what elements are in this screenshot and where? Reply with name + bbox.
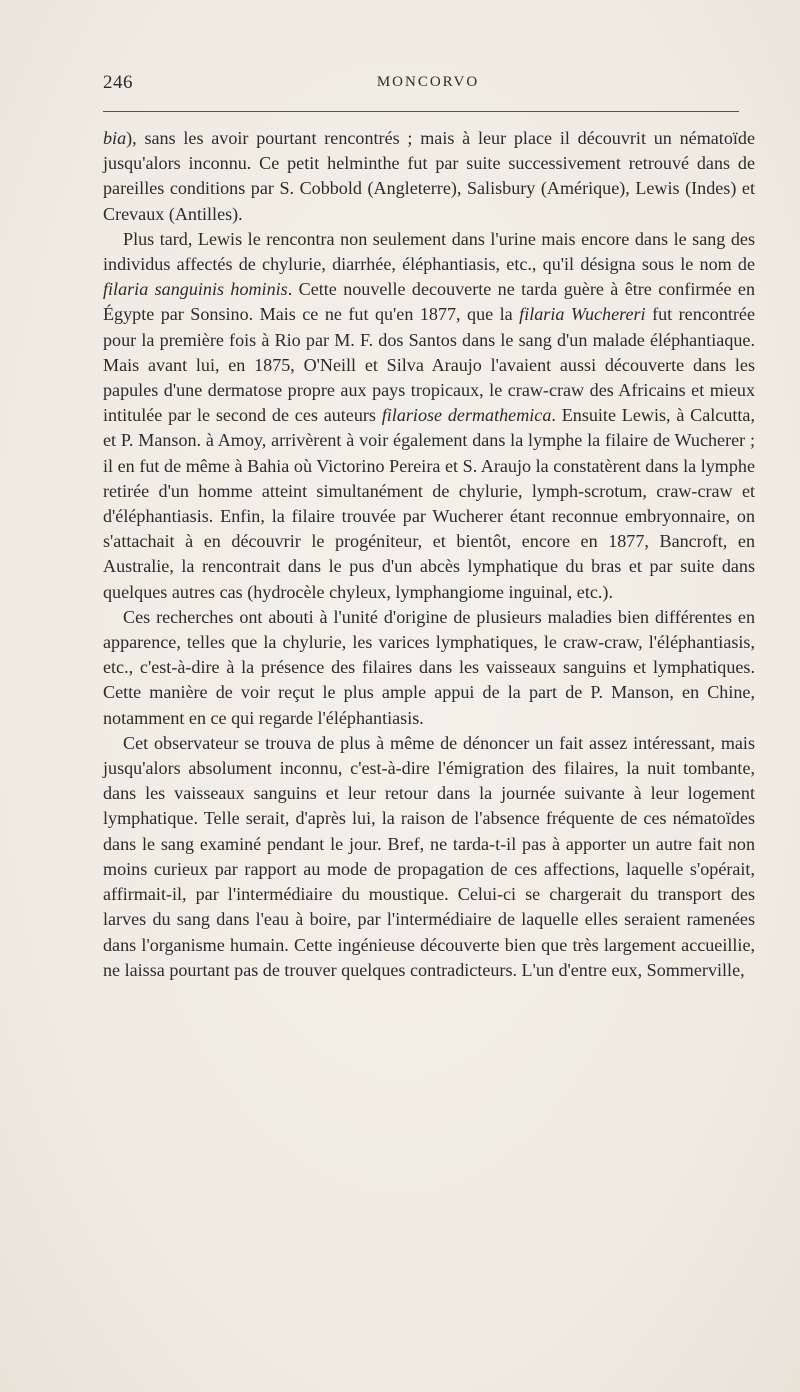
page-number: 246 — [103, 72, 133, 93]
paragraph-text: . Ensuite Lewis, à Calcutta, et P. Manson. à Amoy, arrivèrent à voir également dans la lymphe la filaire de Wucherer ; il en fut de même à Bahia où Victorino Pereira et S. Araujo la constatèrent dans la lymphe retirée d'un homme atteint simultanément de chylurie, lymph-scrotum, craw-craw et d'éléphantiasis. Enfin, la filaire trouvée par Wucherer étant reconnue embryonnaire, on s'attachait à en découvrir le progéniteur, et bientôt, encore en 1877, Bancroft, en Australie, la rencontrait dans le pus d'un abcès lymphatique du bras et par suite dans quelques autres cas (hydrocèle chyleux, lymphangiome inguinal, etc.). — [103, 405, 755, 602]
header-rule — [103, 111, 739, 112]
running-title: MONCORVO — [376, 74, 480, 90]
paragraph-4 — [103, 731, 755, 983]
paragraph-text: ), sans les avoir pourtant rencontrés ; mais à leur place il découvrit un nématoïde jusqu'alors inconnu. Ce petit helminthe fut par suite successivement retrouvé dans de pareilles conditions par S. Cobbold (Angleterre), Salisbury (Amérique), Lewis (Indes) et Crevaux (Antilles). — [103, 128, 755, 224]
page-header — [103, 72, 739, 102]
paragraph-3 — [103, 605, 755, 731]
disease-name-filariose: filariose dermathemica — [381, 405, 552, 426]
paragraph-2 — [103, 227, 755, 605]
paragraph-text: fut rencontrée pour la première fois à Rio par M. F. dos Santos dans le sang d'un malade éléphantiaque. Mais avant lui, en 1875, O'Neill et Silva Araujo l'avaient aussi découverte dans les papules d'une dermatose propre aux pays tropicaux, le craw-craw des Africains et mieux intitulée par le second de ces auteurs — [103, 304, 755, 426]
paragraph-text: Ces recherches ont abouti à l'unité d'origine de plusieurs maladies bien différentes en apparence, telles que la chylurie, les varices lymphatiques, le craw-craw, l'éléphantiasis, etc., c'est-à-dire à la présence des filaires dans les vaisseaux sanguins et lymphatiques. Cette manière de voir reçut le plus ample appui de la part de P. Manson, en Chine, notamment en ce qui regarde l'éléphantiasis. — [103, 606, 755, 728]
italic-fragment: bia — [103, 128, 127, 148]
paragraph-1 — [103, 126, 755, 227]
body-text — [103, 126, 755, 983]
paragraph-text: Cet observateur se trouva de plus à même de dénoncer un fait assez intéressant, mais jusqu'alors absolument inconnu, c'est-à-dire l'émigration des filaires, la nuit tombante, dans les vaisseaux sanguins et leur retour dans la journée suivante à leur logement lymphatique. Telle serait, d'après lui, la raison de l'absence fréquente de ces nématoïdes dans le sang examiné pendant le jour. Bref, ne tarda-t-il pas à apporter un autre fait non moins curieux par rapport au mode de propagation de ces affections, laquelle s'opérait, affirmait-il, par l'intermédiaire du moustique. Celui-ci se chargerait du transport des larves du sang dans l'eau à boire, par l'intermédiaire de laquelle elles seraient ramenées dans l'organisme humain. Cette ingénieuse découverte bien que très largement accueillie, ne laissa pourtant pas de trouver quelques contradicteurs. L'un d'entre eux, Sommerville, — [103, 732, 755, 980]
paragraph-text: . Cette nouvelle decouverte ne tarda guère à être confirmée en Égypte par Sonsino. Mais ce ne fut qu'en 1877, que la — [103, 279, 756, 325]
paragraph-text: Plus tard, Lewis le rencontra non seulement dans l'urine mais encore dans le sang des individus affectés de chylurie, diarrhée, éléphantiasis, etc., qu'il désigna sous le nom de — [103, 228, 755, 275]
species-name-filaria-wuchereri: filaria Wuchereri — [519, 304, 646, 325]
species-name-filaria-sanguinis: filaria sanguinis hominis — [103, 279, 288, 300]
